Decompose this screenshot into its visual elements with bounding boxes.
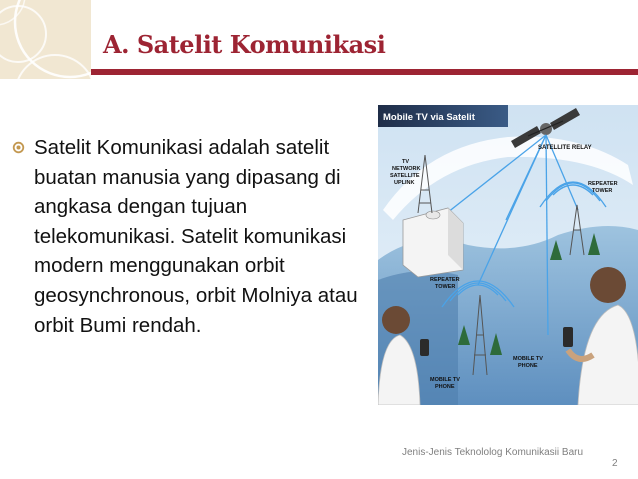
label-tv-network-3: SATELLITE [390, 173, 420, 179]
slide-title: A. Satelit Komunikasi [103, 30, 386, 59]
footer-text: Jenis-Jenis Teknololog Komunikasii Baru [402, 447, 584, 458]
illustration-canvas [378, 105, 638, 405]
broadcast-building [403, 208, 463, 277]
label-phone-left-2: PHONE [435, 384, 455, 390]
label-tv-network-2: NETWORK [392, 166, 421, 172]
label-satellite-relay: SATELLITE RELAY [538, 145, 592, 151]
body-text-block [12, 133, 372, 340]
label-repeater-left-1: REPEATER [430, 277, 460, 283]
label-phone-right-1: MOBILE TV [513, 356, 543, 362]
decorative-circles [0, 0, 91, 79]
figure-header: Mobile TV via Satelit [383, 112, 475, 123]
label-repeater-right-1: REPEATER [588, 181, 618, 187]
label-phone-right-2: PHONE [518, 363, 538, 369]
mobile-tv-satellite-illustration [378, 105, 638, 405]
label-phone-left-1: MOBILE TV [430, 377, 460, 383]
label-tv-network-4: UPLINK [394, 180, 415, 186]
title-underline [91, 69, 638, 75]
label-repeater-left-2: TOWER [435, 284, 456, 290]
page-number: 2 [612, 458, 618, 469]
label-tv-network-1: TV [402, 159, 410, 165]
bullet-icon [12, 141, 25, 154]
body-paragraph: Satelit Komunikasi adalah satelit buatan manusia yang dipasang di angkasa dengan tujuan telekomunikasi. Satelit komunikasi modern menggunakan orbit geosynchronous, orbit Molniya atau orbit Bumi rendah. [34, 136, 358, 337]
decorative-side-band [0, 0, 91, 79]
label-repeater-right-2: TOWER [592, 188, 613, 194]
